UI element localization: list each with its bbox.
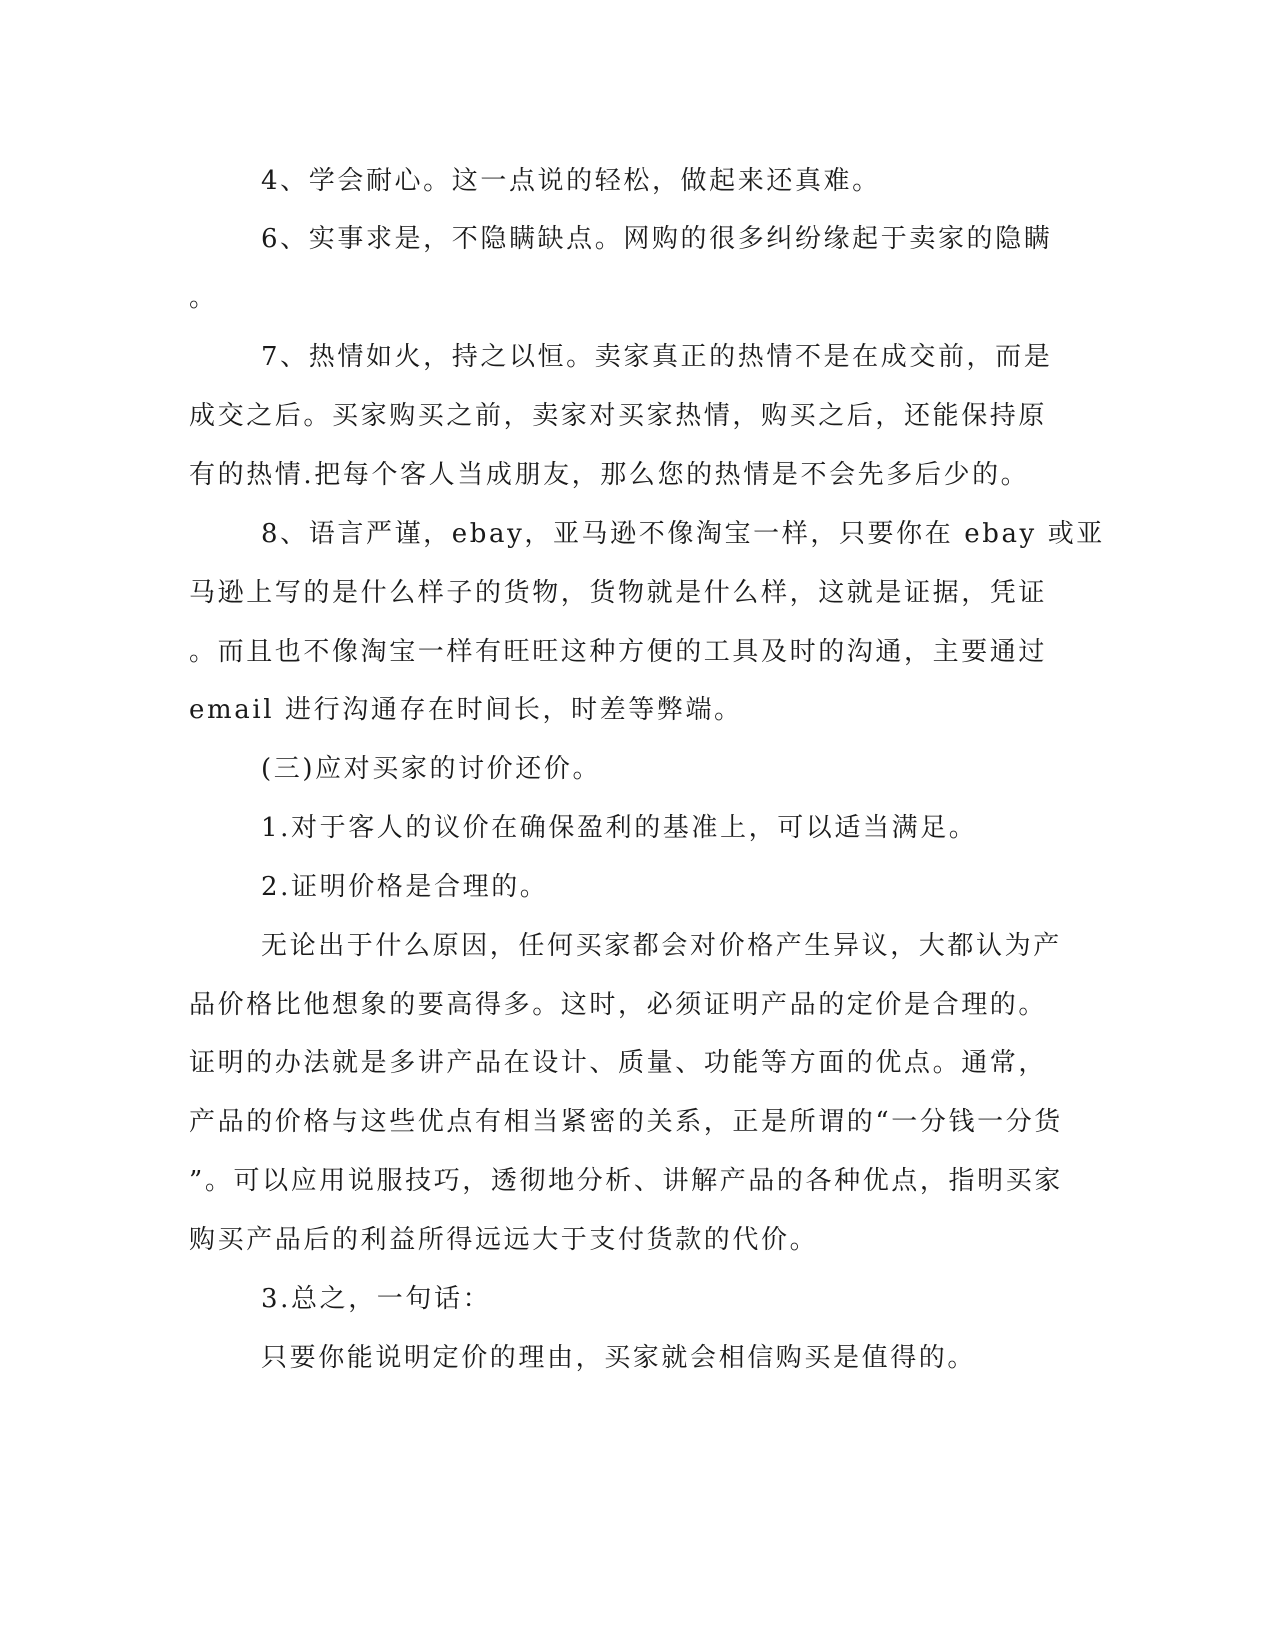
paragraph-line: 1.对于客人的议价在确保盈利的基准上，可以适当满足。 — [261, 813, 978, 843]
paragraph-line: 。 — [189, 283, 218, 313]
paragraph-line: 有的热情.把每个客人当成朋友，那么您的热情是不会先多后少的。 — [189, 460, 1030, 490]
paragraph-line: 8、语言严谨，ebay，亚马逊不像淘宝一样，只要你在 ebay 或亚 — [261, 519, 1105, 549]
paragraph-line: email 进行沟通存在时间长，时差等弊端。 — [189, 695, 743, 725]
paragraph-line: 。而且也不像淘宝一样有旺旺这种方便的工具及时的沟通，主要通过 — [189, 637, 1048, 667]
paragraph-line: 马逊上写的是什么样子的货物，货物就是什么样，这就是证据，凭证 — [189, 578, 1048, 608]
paragraph-line: 6、实事求是，不隐瞒缺点。网购的很多纠纷缘起于卖家的隐瞒 — [261, 224, 1053, 254]
paragraph-line: 证明的办法就是多讲产品在设计、质量、功能等方面的优点。通常， — [189, 1048, 1048, 1078]
paragraph-line: 无论出于什么原因，任何买家都会对价格产生异议，大都认为产 — [261, 931, 1062, 961]
paragraph-line: 2.证明价格是合理的。 — [261, 872, 549, 902]
paragraph-line: 7、热情如火，持之以恒。卖家真正的热情不是在成交前，而是 — [261, 342, 1053, 372]
paragraph-line: 产品的价格与这些优点有相当紧密的关系，正是所谓的“一分钱一分货 — [189, 1107, 1063, 1137]
paragraph-line: 只要你能说明定价的理由，买家就会相信购买是值得的。 — [261, 1343, 977, 1373]
paragraph-line: ”。可以应用说服技巧，透彻地分析、讲解产品的各种优点，指明买家 — [189, 1166, 1063, 1196]
paragraph-line: 3.总之，一句话： — [261, 1284, 492, 1314]
paragraph-line: 购买产品后的利益所得远远大于支付货款的代价。 — [189, 1225, 819, 1255]
section-heading: (三)应对买家的讨价还价。 — [261, 754, 602, 784]
paragraph-line: 品价格比他想象的要高得多。这时，必须证明产品的定价是合理的。 — [189, 990, 1048, 1020]
paragraph-line: 成交之后。买家购买之前，卖家对买家热情，购买之后，还能保持原 — [189, 401, 1048, 431]
paragraph-line: 4、学会耐心。这一点说的轻松，做起来还真难。 — [261, 166, 881, 196]
